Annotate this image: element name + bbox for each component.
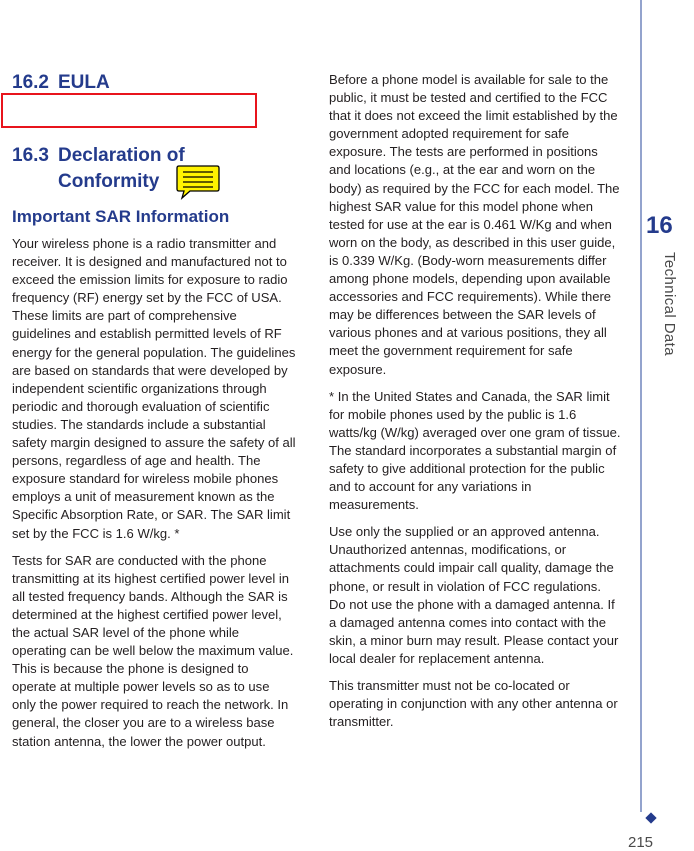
- section-title-line2: Conformity: [58, 171, 160, 192]
- paragraph: This transmitter must not be co-located or operating in conjunction with any other antenna or transmitter.: [329, 678, 618, 730]
- chapter-name: Technical Data: [661, 252, 678, 356]
- comment-note-icon[interactable]: [176, 164, 220, 200]
- page-number: 215: [628, 834, 654, 851]
- paragraph: Use only the supplied or an approved antenna. Unauthorized antennas, modifications, or attachments could impair call quality, damage the phone, or result in violation of FCC regulations. Do not use the phone with a damaged antenna. If a damaged antenna comes into contact with the skin, a minor burn may result. Please contact your local dealer for replacement antenna.: [329, 524, 619, 666]
- paragraph: Your wireless phone is a radio transmitter and receiver. It is designed and manufactured not to exceed the emission limits for exposure to radio frequency (RF) energy set by the FCC of USA. These limits are part of comprehensive guidelines and establish permitted levels of RF energy for the general population. The guidelines are based on standards that were developed by independent scientific organizations through periodic and thorough evaluation of scientific studies. The standards include a substantial safety margin designed to assure the safety of all persons, regardless of age and health. The exposure standard for wireless mobile phones employs a unit of measurement known as the Specific Absorption Rate, or SAR. The SAR limit set by the FCC is 1.6 W/kg. *: [12, 236, 296, 541]
- section-heading-declaration: [12, 143, 185, 195]
- chapter-number: 16: [646, 212, 673, 239]
- section-title-line1: Declaration of: [58, 145, 185, 166]
- diamond-marker-icon: [645, 812, 656, 823]
- paragraph: Before a phone model is available for sale to the public, it must be tested and certified to the FCC that it does not exceed the limit established by the government adopted requirement for safe exposure. The tests are performed in positions and locations (e.g., at the ear and worn on the body) as required by the FCC for each model. The highest SAR value for this model phone when tested for use at the ear is 0.461 W/Kg and when worn on the body, as described in this user guide, is 0.339 W/Kg. (Body-worn measurements differ among phone models, depending upon available accessories and FCC requirements). While there may be differences between the SAR levels of various phones and at various positions, they all meet the government requirement for safe exposure.: [329, 72, 620, 377]
- section-title: EULA: [58, 72, 110, 93]
- section-number: 16.3: [12, 145, 49, 166]
- annotation-highlight-box: [1, 93, 257, 128]
- sidebar-rule: [640, 0, 642, 812]
- paragraph: Tests for SAR are conducted with the phone transmitting at its highest certified power level in all tested frequency bands. Although the SAR is determined at the highest certified power level, the actual SAR level of the phone while operating can be well below the maximum value. This is because the phone is designed to operate at multiple power levels so as to use only the power required to reach the network. In general, the closer you are to a wireless base station antenna, the lower the power output.: [12, 552, 294, 749]
- left-column: [12, 235, 296, 751]
- section-number: 16.2: [12, 72, 49, 93]
- right-column: [329, 71, 621, 731]
- paragraph: * In the United States and Canada, the SAR limit for mobile phones used by the public is 1.6 watts/kg (W/kg) averaged over one gram of tissue. The standard incorporates a substantial margin of safety to give additional protection for the public and to account for any variations in measurements.: [329, 388, 621, 513]
- subheading-sar: Important SAR Information: [12, 207, 230, 226]
